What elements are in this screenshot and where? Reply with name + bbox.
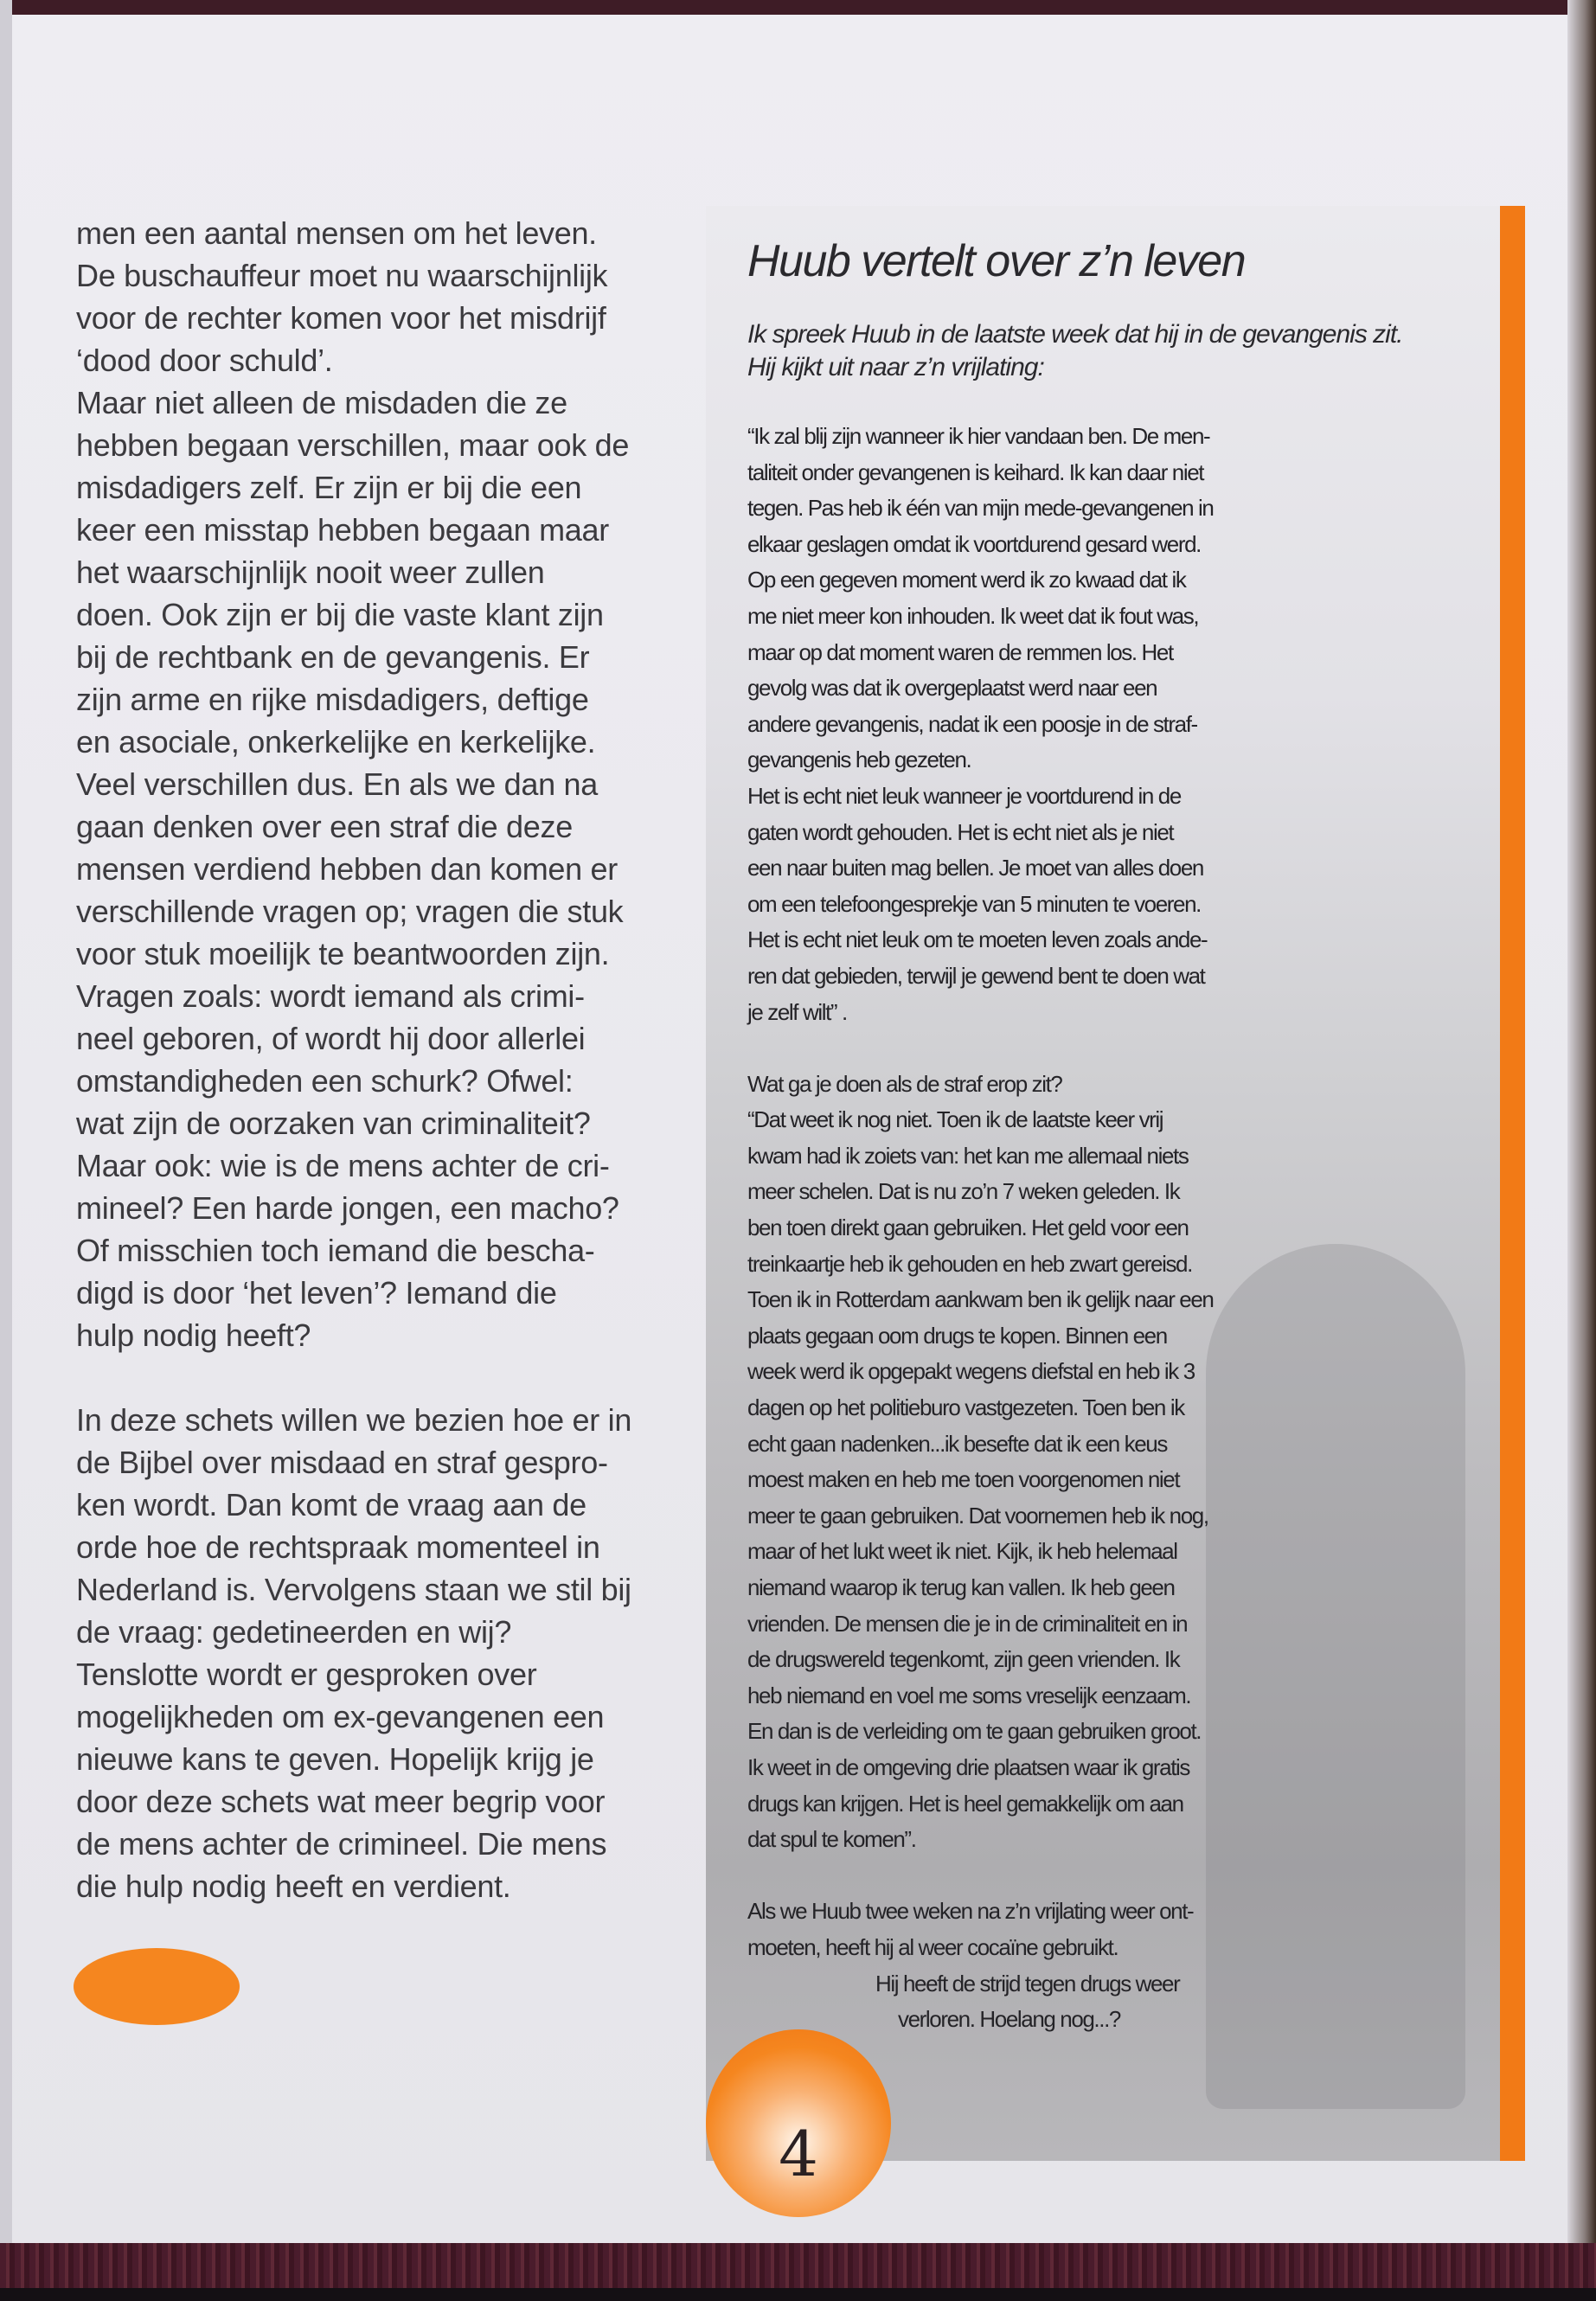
text-line: hebben begaan verschillen, maar ook de [76, 427, 630, 463]
text-line: de drugswereld tegenkomt, zijn geen vrienden. Ik [747, 1646, 1180, 1673]
text-line: de vraag: gedetineerden en wij? [76, 1614, 512, 1650]
text-line: Wat ga je doen als de straf erop zit? [747, 1070, 1062, 1097]
text-line: ren dat gebieden, terwijl je gewend bent te doen wat [747, 962, 1205, 989]
text-line: taliteit onder gevangenen is keihard. Ik kan daar niet [747, 458, 1204, 485]
text-line: gaten wordt gehouden. Het is echt niet als je niet [747, 818, 1174, 845]
text-line: me niet meer kon inhouden. Ik weet dat ik fout was, [747, 602, 1199, 629]
text-line: je zelf wilt” . [747, 998, 847, 1025]
text-line: keer een misstap hebben begaan maar [76, 512, 609, 548]
text-line: Ik weet in de omgeving drie plaatsen waar ik gratis [747, 1753, 1190, 1780]
article-body [747, 419, 1213, 2038]
text-line: misdadigers zelf. Er zijn er bij die een [76, 470, 582, 505]
left-column-text [76, 212, 682, 1907]
text-line: verschillende vragen op; vragen die stuk [76, 894, 624, 929]
text-line: Ik spreek Huub in de laatste week dat hij in de gevangenis zit. [747, 320, 1403, 349]
text-line: verloren. Hoelang nog...? [898, 2006, 1120, 2033]
text-line: gaan denken over een straf die deze [76, 809, 573, 844]
text-line: treinkaartje heb ik gehouden en heb zwart gereisd. [747, 1250, 1192, 1277]
text-line: echt gaan nadenken...ik besefte dat ik een keus [747, 1430, 1167, 1457]
text-line: “Ik zal blij zijn wanneer ik hier vandaan ben. De men- [747, 423, 1210, 449]
text-line: doen. Ook zijn er bij die vaste klant zijn [76, 597, 604, 632]
text-line: om een telefoongesprekje van 5 minuten te voeren. [747, 890, 1202, 917]
text-line: men een aantal mensen om het leven. [76, 215, 597, 251]
text-line: drugs kan krijgen. Het is heel gemakkelijk om aan [747, 1790, 1183, 1817]
text-line: digd is door ‘het leven’? Iemand die [76, 1275, 557, 1311]
text-line: Tenslotte wordt er gesproken over [76, 1657, 537, 1692]
text-line: bij de rechtbank en de gevangenis. Er [76, 639, 590, 675]
text-line: en asociale, onkerkelijke en kerkelijke. [76, 724, 596, 760]
text-line: vrienden. De mensen die je in de criminaliteit en in [747, 1610, 1188, 1637]
text-line: dat spul te komen”. [747, 1826, 916, 1853]
text-line: voor de rechter komen voor het misdrijf [76, 300, 606, 336]
text-line: voor stuk moeilijk te beantwoorden zijn. [76, 936, 610, 971]
orange-oval-decoration [74, 1948, 240, 2025]
text-line: Maar niet alleen de misdaden die ze [76, 385, 567, 420]
text-line: Maar ook: wie is de mens achter de cri- [76, 1148, 610, 1183]
text-line: door deze schets wat meer begrip voor [76, 1784, 606, 1819]
text-line: Toen ik in Rotterdam aankwam ben ik gelijk naar een [747, 1286, 1214, 1313]
text-line: moest maken en heb me toen voorgenomen niet [747, 1466, 1180, 1493]
text-line: een naar buiten mag bellen. Je moet van alles doen [747, 855, 1203, 881]
text-line: plaats gegaan oom drugs te kopen. Binnen een [747, 1322, 1167, 1349]
text-line [747, 1030, 1213, 1067]
article-title: Huub vertelt over z’n leven [747, 236, 1246, 286]
text-line: meer schelen. Dat is nu zo’n 7 weken geleden. Ik [747, 1178, 1180, 1205]
text-line: de Bijbel over misdaad en straf gespro- [76, 1445, 608, 1480]
text-line: Hij kijkt uit naar z’n vrijlating: [747, 353, 1044, 381]
text-line: de mens achter de crimineel. Die mens [76, 1826, 607, 1862]
text-line: ‘dood door schuld’. [76, 343, 333, 378]
text-line: dagen op het politieburo vastgezeten. Toen ben ik [747, 1394, 1184, 1421]
text-line: ben toen direkt gaan gebruiken. Het geld voor een [747, 1215, 1189, 1241]
right-page-edge [1567, 0, 1596, 2249]
page-number: 4 [779, 2117, 818, 2190]
text-line: moeten, heeft hij al weer cocaïne gebruikt. [747, 1933, 1118, 1960]
left-page-edge [0, 0, 12, 2249]
text-line: die hulp nodig heeft en verdient. [76, 1868, 511, 1904]
text-line: Op een gegeven moment werd ik zo kwaad dat ik [747, 567, 1186, 593]
text-line: zijn arme en rijke misdadigers, deftige [76, 682, 589, 717]
text-line: tegen. Pas heb ik één van mijn mede-gevangenen in [747, 495, 1214, 522]
text-line: Vragen zoals: wordt iemand als crimi- [76, 978, 585, 1014]
text-line [76, 1356, 682, 1399]
text-line: andere gevangenis, nadat ik een poosje in de straf- [747, 710, 1197, 737]
text-line: week werd ik opgepakt wegens diefstal en heb ik 3 [747, 1358, 1195, 1385]
scan-border [0, 2288, 1596, 2301]
text-line: mensen verdiend hebben dan komen er [76, 851, 618, 887]
text-line: De buschauffeur moet nu waarschijnlijk [76, 258, 608, 293]
text-line: mogelijkheden om ex-gevangenen een [76, 1699, 605, 1734]
text-line: Hij heeft de strijd tegen drugs weer [875, 1970, 1180, 1997]
text-line: mineel? Een harde jongen, een macho? [76, 1190, 619, 1226]
text-line: Nederland is. Vervolgens staan we stil bij [76, 1572, 631, 1607]
text-line: hulp nodig heeft? [76, 1317, 311, 1353]
text-line [747, 1858, 1213, 1894]
text-line: gevolg was dat ik overgeplaatst werd naar een [747, 675, 1157, 702]
top-binding-edge [0, 0, 1596, 15]
text-line: maar op dat moment waren de remmen los. Het [747, 638, 1173, 665]
text-line: nieuwe kans te geven. Hopelijk krijg je [76, 1741, 594, 1777]
text-line: omstandigheden een schurk? Ofwel: [76, 1063, 574, 1099]
article-intro [747, 318, 1403, 384]
text-line: ken wordt. Dan komt de vraag aan de [76, 1487, 586, 1522]
text-line: Als we Huub twee weken na z’n vrijlating weer ont- [747, 1898, 1194, 1925]
text-line: orde hoe de rechtspraak momenteel in [76, 1529, 600, 1565]
text-line: “Dat weet ik nog niet. Toen ik de laatste keer vrij [747, 1106, 1163, 1133]
text-line: Het is echt niet leuk om te moeten leven zoals ande- [747, 926, 1208, 953]
text-line: Of misschien toch iemand die bescha- [76, 1233, 595, 1268]
text-line: wat zijn de oorzaken van criminaliteit? [76, 1106, 591, 1141]
text-line: maar of het lukt weet ik niet. Kijk, ik heb helemaal [747, 1538, 1177, 1565]
text-line: meer te gaan gebruiken. Dat voornemen heb ik nog, [747, 1502, 1208, 1529]
text-line: En dan is de verleiding om te gaan gebruiken groot. [747, 1718, 1202, 1745]
text-line: kwam had ik zoiets van: het kan me allemaal niets [747, 1142, 1189, 1169]
text-line: Het is echt niet leuk wanneer je voortdurend in de [747, 782, 1181, 809]
page-number-badge [706, 2029, 891, 2217]
text-line: het waarschijnlijk nooit weer zullen [76, 554, 545, 590]
text-line: In deze schets willen we bezien hoe er in [76, 1402, 632, 1438]
orange-accent-bar [1500, 206, 1525, 2161]
text-line: niemand waarop ik terug kan vallen. Ik heb geen [747, 1574, 1175, 1600]
text-line: heb niemand en voel me soms vreselijk eenzaam. [747, 1682, 1191, 1708]
text-line: neel geboren, of wordt hij door allerlei [76, 1021, 586, 1056]
text-line: elkaar geslagen omdat ik voortdurend gesard werd. [747, 530, 1201, 557]
text-line: gevangenis heb gezeten. [747, 747, 971, 773]
text-line: Veel verschillen dus. En als we dan na [76, 766, 598, 802]
